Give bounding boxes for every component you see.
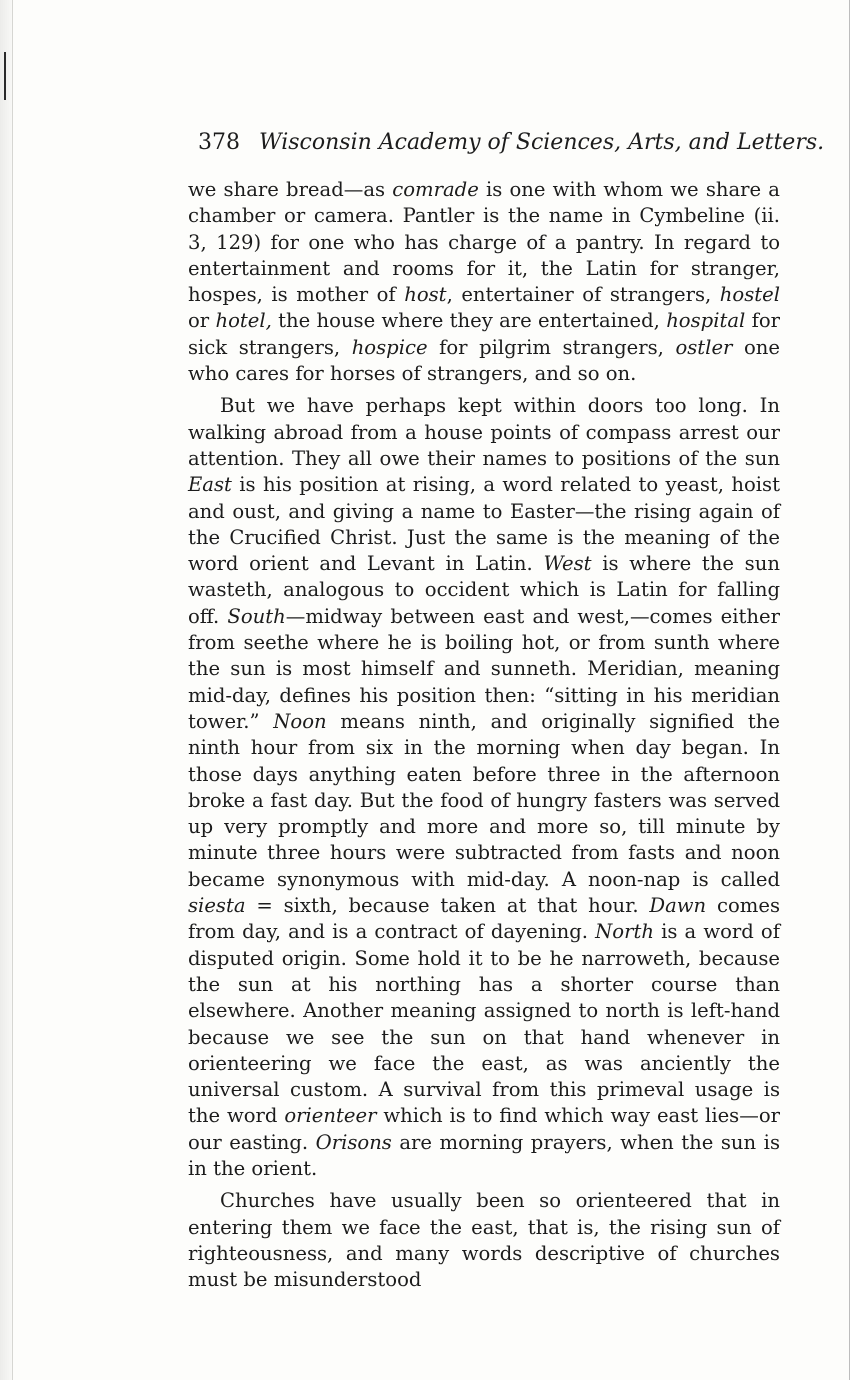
- text-run: the house where they are entertained,: [271, 309, 667, 333]
- italic-text-run: ostler: [675, 335, 733, 359]
- italic-text-run: comrade: [392, 178, 479, 201]
- italic-text-run: siesta: [188, 894, 246, 918]
- text-run: But we have perhaps kept within doors too long. In walking abroad from a house points of compass arrest our attention. They all owe their names to positions of the sun: [188, 394, 780, 470]
- text-run: one who cares for horses of strangers, and so on.: [188, 335, 780, 386]
- italic-text-run: North: [595, 920, 654, 944]
- text-run: which is to find which way east lies—or our easting.: [188, 1104, 780, 1154]
- italic-text-run: Orisons: [315, 1130, 392, 1154]
- running-head: Wisconsin Academy of Sciences, Arts, and Letters.: [259, 130, 825, 155]
- text-run: or: [188, 309, 216, 333]
- text-run: for pilgrim strangers,: [427, 335, 676, 359]
- text-run: Churches have usually been so orienteered that in entering them we face the east, that is, the rising sun of righteousness, and many words descriptive of churches must be misunderstood: [188, 1189, 780, 1292]
- text-run: comes from day, and is a contract of dayening.: [188, 894, 781, 944]
- paragraph-2: [188, 393, 780, 1182]
- gutter-mark: [4, 52, 6, 100]
- paragraph-1: [188, 177, 780, 387]
- page-number: 378: [198, 130, 240, 155]
- body-text: [188, 177, 780, 1293]
- italic-text-run: host: [404, 283, 447, 307]
- italic-text-run: hospital: [666, 309, 746, 333]
- text-run: —midway between east and west,—comes either from seethe where he is boiling hot, or from sunth where the sun is most himself and sunneth. Meridian, meaning mid-day, defines his position then: “sitting in his meridian tower.”: [188, 604, 780, 733]
- text-run: is his position at rising, a word related to yeast, hoist and oust, and giving a name to Easter—the rising again of the Crucified Christ. Just the same is the meaning of the word orient and Levant in Latin.: [188, 473, 780, 576]
- italic-text-run: hostel: [719, 283, 780, 307]
- paragraph-3: [188, 1188, 780, 1293]
- italic-text-run: Noon: [273, 709, 327, 733]
- italic-text-run: South: [227, 604, 286, 628]
- text-run: we share bread—as: [188, 178, 393, 201]
- text-run: is where the sun wasteth, analogous to occident which is Latin for falling off.: [188, 552, 780, 628]
- text-run: , entertainer of strangers,: [446, 283, 720, 307]
- italic-text-run: Dawn: [649, 894, 707, 918]
- text-run: is one with whom we share a chamber or camera. Pantler is the name in Cymbeline (ii. 3, 129) for one who has charge of a pantry. In regard to entertainment and rooms for it, the Latin for stranger, hospes, is mother of: [188, 178, 780, 307]
- italic-text-run: hospice: [351, 335, 428, 359]
- text-run: is a word of disputed origin. Some hold it to be he narroweth, because the sun at his northing has a shorter course than elsewhere. Another meaning assigned to north is left-hand because we see the sun on that hand whenever in orienteering we face the east, as was anciently the universal custom. A survival from this primeval usage is the word: [188, 920, 780, 1128]
- text-run: means ninth, and originally signified the ninth hour from six in the morning when day began. In those days anything eaten before three in the afternoon broke a fast day. But the food of hungry fasters was served up very promptly and more and more so, till minute by minute three hours were subtracted from fasts and noon became synonymous with mid-day. A noon-nap is called: [188, 709, 780, 891]
- text-run: = sixth, because taken at that hour.: [245, 894, 650, 918]
- italic-text-run: orienteer: [284, 1104, 377, 1128]
- italic-text-run: hotel,: [215, 309, 272, 333]
- italic-text-run: West: [543, 552, 592, 576]
- page-header: [198, 130, 825, 170]
- text-run: are morning prayers, when the sun is in the orient.: [188, 1130, 780, 1180]
- italic-text-run: East: [188, 473, 232, 497]
- page-gutter: [0, 0, 13, 1380]
- text-run: for sick strangers,: [188, 309, 780, 359]
